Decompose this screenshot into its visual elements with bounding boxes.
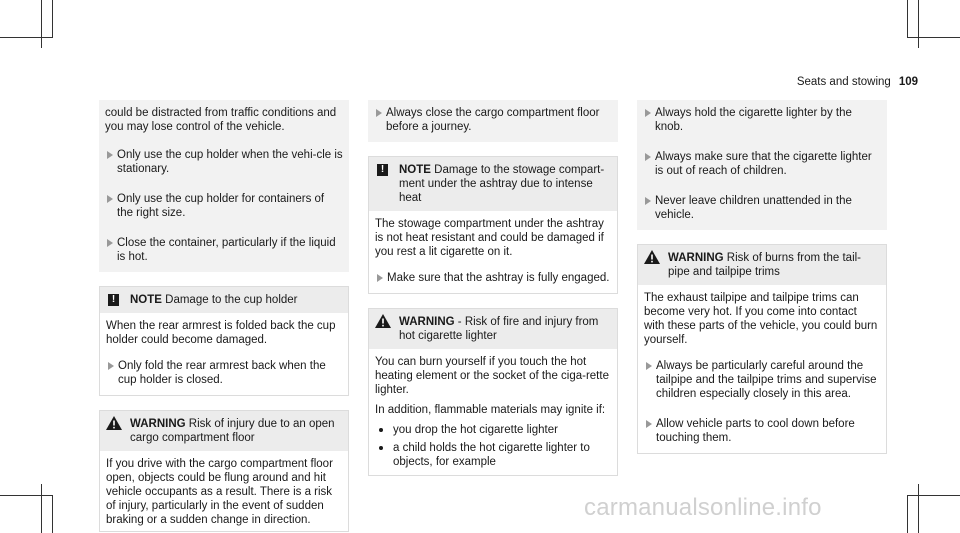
triangle-bullet-icon — [107, 151, 113, 159]
crop-mark — [0, 37, 52, 38]
list-item: Only use the cup holder for containers of the right size. — [99, 184, 349, 228]
list-item: Always hold the cigarette lighter by the knob. — [637, 100, 887, 142]
list-item: Always close the cargo compartment floor before a journey. — [368, 100, 618, 142]
warning-header: WARNING - Risk of fire and injury from hot cigarette lighter — [369, 309, 617, 349]
triangle-bullet-icon — [645, 197, 651, 205]
list-item: Always make sure that the cigarette lighter is out of reach of children. — [637, 142, 887, 186]
crop-mark — [52, 495, 53, 533]
note-header: ! NOTE Damage to the stowage compart-ment under the ashtray due to intense heat — [369, 157, 617, 211]
page-number: 109 — [898, 76, 918, 88]
triangle-bullet-icon — [107, 239, 113, 247]
warning-body: You can burn yourself if you touch the hot heating element or the socket of the ciga-rette lighter. — [375, 356, 609, 396]
warning-icon — [644, 250, 660, 264]
note-box — [368, 156, 618, 294]
crop-mark — [907, 0, 908, 38]
warning-header: WARNING Risk of injury due to an open cargo compartment floor — [100, 411, 348, 451]
triangle-bullet-icon — [107, 195, 113, 203]
note-box — [99, 286, 349, 396]
dot-bullet-icon — [379, 446, 383, 450]
list-item: Never leave children unattended in the vehicle. — [637, 186, 887, 230]
warning-icon — [106, 416, 122, 430]
intro-text: could be distracted from traffic conditions and you may lose control of the vehicle. — [105, 107, 337, 133]
column-2 — [368, 100, 618, 476]
crop-mark — [918, 0, 919, 48]
crop-mark — [918, 484, 919, 533]
list-item: Only fold the rear armrest back when the cup holder is closed. — [100, 351, 348, 395]
warning-body: The exhaust tailpipe and tailpipe trims can become very hot. If you come into contact with these parts of the vehicle, you could burn yourself. — [644, 292, 878, 346]
triangle-bullet-icon — [108, 362, 114, 370]
list-item: Always be particularly careful around the tailpipe and the tailpipe trims and supervise children especially closely in this area. — [638, 351, 886, 409]
warning-body: If you drive with the cargo compartment floor open, objects could be flung around and hit vehicle occupants as a result. There is a risk of injury, particularly in the event of sudden braking or a sudden change in direction. — [106, 458, 333, 526]
triangle-bullet-icon — [645, 109, 651, 117]
dot-bullet-icon — [379, 428, 383, 432]
list-item: Close the container, particularly if the liquid is hot. — [99, 228, 349, 272]
note-body: When the rear armrest is folded back the cup holder could become damaged. — [106, 320, 336, 346]
crop-mark — [907, 495, 908, 533]
triangle-bullet-icon — [646, 420, 652, 428]
watermark: carmanualsonline.info — [584, 494, 822, 521]
crop-mark — [41, 484, 42, 533]
warning-box — [368, 308, 618, 476]
text-block — [99, 100, 349, 272]
crop-mark — [908, 495, 960, 496]
crop-mark — [0, 495, 52, 496]
column-3 — [637, 100, 887, 454]
warning-icon — [375, 314, 391, 328]
triangle-bullet-icon — [645, 153, 651, 161]
crop-mark — [52, 0, 53, 38]
warning-box — [99, 410, 349, 532]
list-item: you drop the hot cigarette lighter — [369, 421, 617, 439]
note-body: The stowage compartment under the ashtray is not heat resistant and could be damaged if you rest a lit cigarette on it. — [375, 218, 604, 258]
warning-header: WARNING Risk of burns from the tail-pipe and tailpipe trims — [638, 245, 886, 285]
note-icon: ! — [108, 294, 119, 306]
crop-mark — [41, 0, 42, 48]
page-header — [797, 75, 918, 89]
column-1 — [99, 100, 349, 532]
list-item: a child holds the hot cigarette lighter to objects, for example — [369, 439, 617, 475]
list-item: Only use the cup holder when the vehi-cle is stationary. — [99, 140, 349, 184]
list-item: Allow vehicle parts to cool down before touching them. — [638, 409, 886, 453]
text-block — [368, 100, 618, 142]
warning-body: In addition, flammable materials may ignite if: — [375, 404, 606, 416]
note-header: ! NOTE Damage to the cup holder — [100, 287, 348, 313]
triangle-bullet-icon — [646, 362, 652, 370]
text-block — [637, 100, 887, 230]
note-icon: ! — [377, 164, 388, 176]
triangle-bullet-icon — [377, 274, 383, 282]
list-item: Make sure that the ashtray is fully engaged. — [369, 263, 617, 293]
warning-box — [637, 244, 887, 454]
section-title: Seats and stowing — [796, 76, 891, 88]
crop-mark — [908, 37, 960, 38]
triangle-bullet-icon — [376, 109, 382, 117]
